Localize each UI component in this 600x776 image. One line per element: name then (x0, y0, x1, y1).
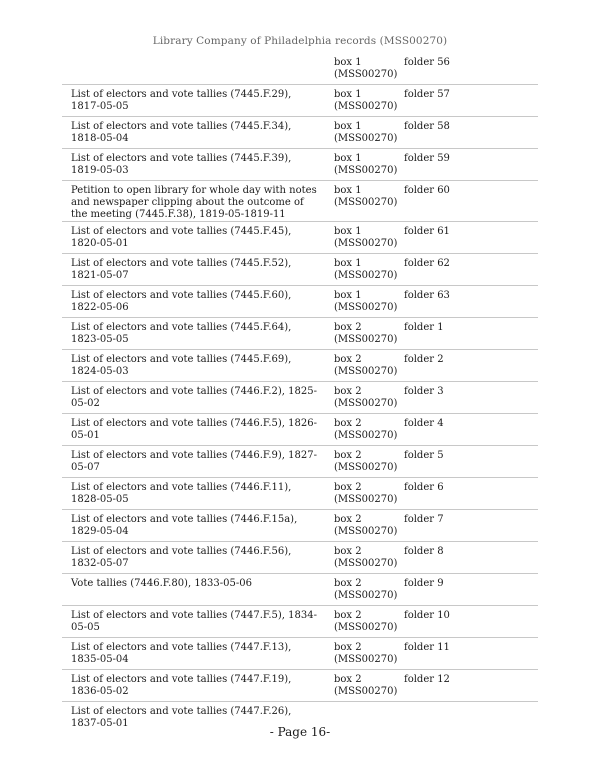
box-collection-id: (MSS00270) (334, 270, 398, 281)
item-title: List of electors and vote tallies (7445.F.45), 1820-05-01 (71, 226, 292, 249)
box-collection-id: (MSS00270) (334, 462, 398, 473)
folder-cell: folder 62 (404, 258, 450, 269)
box-collection-id: (MSS00270) (334, 494, 398, 505)
item-title: List of electors and vote tallies (7447.F.13), 1835-05-04 (71, 642, 292, 665)
box-collection-id: (MSS00270) (334, 302, 398, 313)
folder-cell: folder 12 (404, 674, 450, 685)
box-number: box 2 (334, 674, 362, 685)
folder-cell: folder 9 (404, 578, 444, 589)
box-number: box 2 (334, 450, 362, 461)
box-collection-id: (MSS00270) (334, 398, 398, 409)
box-number: box 1 (334, 121, 362, 132)
item-title: List of electors and vote tallies (7446.F.9), 1827-05-07 (71, 450, 317, 473)
folder-cell: folder 10 (404, 610, 450, 621)
box-number: box 1 (334, 57, 362, 68)
item-title: List of electors and vote tallies (7445.F.34), 1818-05-04 (71, 121, 292, 144)
box-cell (334, 578, 400, 602)
box-collection-id: (MSS00270) (334, 197, 398, 208)
item-title: List of electors and vote tallies (7446.F.2), 1825-05-02 (71, 386, 317, 409)
list-item (62, 670, 538, 702)
list-item (62, 85, 538, 117)
item-title: Vote tallies (7446.F.80), 1833-05-06 (71, 578, 252, 589)
list-item (62, 638, 538, 670)
box-cell (334, 185, 400, 209)
box-collection-id: (MSS00270) (334, 69, 398, 80)
box-collection-id: (MSS00270) (334, 590, 398, 601)
box-cell (334, 226, 400, 250)
box-number: box 1 (334, 290, 362, 301)
folder-cell: folder 56 (404, 57, 450, 68)
item-title: List of electors and vote tallies (7446.F.56), 1832-05-07 (71, 546, 292, 569)
item-title: List of electors and vote tallies (7445.F.60), 1822-05-06 (71, 290, 292, 313)
box-collection-id: (MSS00270) (334, 133, 398, 144)
item-title: List of electors and vote tallies (7446.F.11), 1828-05-05 (71, 482, 292, 505)
folder-cell: folder 3 (404, 386, 444, 397)
box-cell (334, 121, 400, 145)
box-cell (334, 514, 400, 538)
list-item (62, 286, 538, 318)
box-cell (334, 57, 400, 81)
item-title: List of electors and vote tallies (7445.F.69), 1824-05-03 (71, 354, 292, 377)
item-title: Petition to open library for whole day with notes and newspaper clipping about the outcome of the meeting (7445.F.38), 1819-05-1819-11 (71, 185, 317, 220)
box-cell (334, 386, 400, 410)
list-item (62, 222, 538, 254)
box-cell (334, 482, 400, 506)
item-title: List of electors and vote tallies (7447.F.26), 1837-05-01 (71, 706, 292, 729)
box-number: box 2 (334, 354, 362, 365)
folder-cell: folder 7 (404, 514, 444, 525)
box-number: box 2 (334, 386, 362, 397)
box-cell (334, 546, 400, 570)
list-item (62, 350, 538, 382)
container-list (62, 53, 538, 734)
box-number: box 1 (334, 226, 362, 237)
folder-cell: folder 57 (404, 89, 450, 100)
folder-cell: folder 6 (404, 482, 444, 493)
list-item (62, 53, 538, 85)
list-item (62, 478, 538, 510)
box-collection-id: (MSS00270) (334, 101, 398, 112)
item-title: List of electors and vote tallies (7445.F.64), 1823-05-05 (71, 322, 292, 345)
box-collection-id: (MSS00270) (334, 165, 398, 176)
box-number: box 2 (334, 514, 362, 525)
box-cell (334, 674, 400, 698)
item-title: List of electors and vote tallies (7446.F.5), 1826-05-01 (71, 418, 317, 441)
box-collection-id: (MSS00270) (334, 558, 398, 569)
folder-cell: folder 5 (404, 450, 444, 461)
folder-cell: folder 60 (404, 185, 450, 196)
box-cell (334, 290, 400, 314)
list-item (62, 542, 538, 574)
box-collection-id: (MSS00270) (334, 238, 398, 249)
list-item (62, 181, 538, 222)
list-item (62, 606, 538, 638)
item-title: List of electors and vote tallies (7447.F.19), 1836-05-02 (71, 674, 292, 697)
box-collection-id: (MSS00270) (334, 526, 398, 537)
folder-cell: folder 58 (404, 121, 450, 132)
folder-cell: folder 4 (404, 418, 444, 429)
box-number: box 2 (334, 610, 362, 621)
box-cell (334, 450, 400, 474)
box-collection-id: (MSS00270) (334, 686, 398, 697)
box-number: box 2 (334, 322, 362, 333)
list-item (62, 117, 538, 149)
folder-cell: folder 2 (404, 354, 444, 365)
box-cell (334, 418, 400, 442)
box-number: box 1 (334, 153, 362, 164)
box-cell (334, 610, 400, 634)
item-title: List of electors and vote tallies (7447.F.5), 1834-05-05 (71, 610, 317, 633)
box-collection-id: (MSS00270) (334, 654, 398, 665)
list-item (62, 382, 538, 414)
box-cell (334, 354, 400, 378)
list-item (62, 446, 538, 478)
box-number: box 2 (334, 418, 362, 429)
box-number: box 2 (334, 642, 362, 653)
list-item (62, 414, 538, 446)
folder-cell: folder 59 (404, 153, 450, 164)
box-number: box 2 (334, 578, 362, 589)
list-item (62, 318, 538, 350)
box-number: box 2 (334, 546, 362, 557)
item-title: List of electors and vote tallies (7445.F.52), 1821-05-07 (71, 258, 292, 281)
folder-cell: folder 1 (404, 322, 444, 333)
list-item (62, 510, 538, 542)
list-item (62, 254, 538, 286)
folder-cell: folder 61 (404, 226, 450, 237)
box-cell (334, 258, 400, 282)
box-collection-id: (MSS00270) (334, 430, 398, 441)
item-title: List of electors and vote tallies (7445.F.29), 1817-05-05 (71, 89, 292, 112)
folder-cell: folder 8 (404, 546, 444, 557)
box-cell (334, 89, 400, 113)
box-cell (334, 322, 400, 346)
box-collection-id: (MSS00270) (334, 622, 398, 633)
box-collection-id: (MSS00270) (334, 334, 398, 345)
box-cell (334, 642, 400, 666)
item-title: List of electors and vote tallies (7445.F.39), 1819-05-03 (71, 153, 292, 176)
box-number: box 1 (334, 185, 362, 196)
folder-cell: folder 63 (404, 290, 450, 301)
folder-cell: folder 11 (404, 642, 450, 653)
page-header: Library Company of Philadelphia records (MSS00270) (152, 35, 448, 47)
box-cell (334, 153, 400, 177)
item-title: List of electors and vote tallies (7446.F.15a), 1829-05-04 (71, 514, 298, 537)
box-collection-id: (MSS00270) (334, 366, 398, 377)
box-number: box 1 (334, 258, 362, 269)
list-item (62, 149, 538, 181)
page-number: - Page 16- (269, 725, 331, 739)
box-number: box 2 (334, 482, 362, 493)
box-number: box 1 (334, 89, 362, 100)
list-item (62, 574, 538, 606)
